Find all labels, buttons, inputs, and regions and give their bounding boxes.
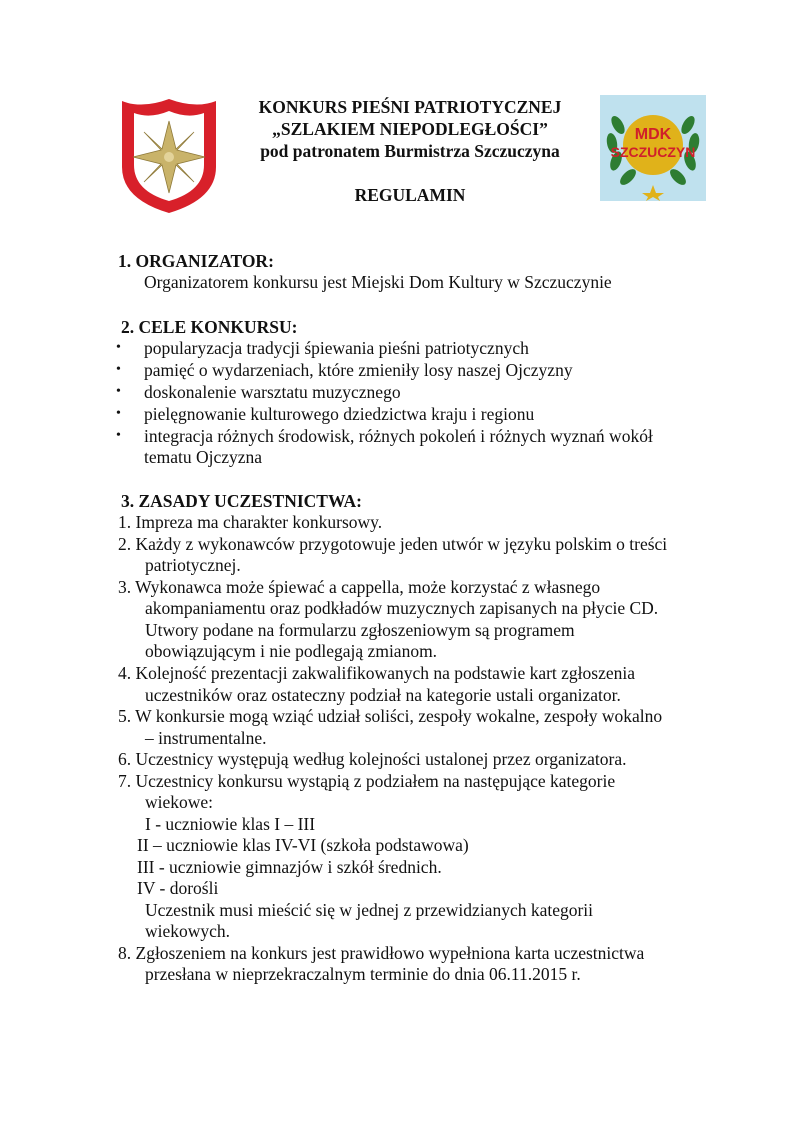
rule-line: – instrumentalne.	[145, 728, 267, 748]
section-goals-heading: 2. CELE KONKURSU:	[121, 317, 298, 337]
rule-line: Utwory podane na formularzu zgłoszeniowym są programem	[145, 620, 575, 640]
mdk-logo-text-bottom: SZCZUCZYN	[610, 144, 696, 160]
rule-line: obowiązującym i nie podlegają zmianom.	[145, 641, 438, 661]
section-organizer-text: Organizatorem konkursu jest Miejski Dom Kultury w Szczuczynie	[144, 272, 612, 292]
section-rules-heading: 3. ZASADY UCZESTNICTWA:	[121, 491, 362, 511]
rule-line: 4. Kolejność prezentacji zakwalifikowanych na podstawie kart zgłoszenia	[118, 663, 636, 683]
document-page: KONKURS PIEŚNI PATRIOTYCZNEJ „SZLAKIEM NIEPODLEGŁOŚCI” pod patronatem Burmistrza Szczuczyna REGULAMIN MDK SZCZUCZYN 1. ORGANIZATOR: Organizatorem konkursu jest Miejski Dom Kultury w Szczuczynie 2. CELE KONKURSU: • popularyzacja tradycji śpiewania pieśni patriotycznych • pamięć o wydarzeniach, które zmieniły losy naszej Ojczyzny • doskonalenie warsztatu muzycznego • pielęgnowanie kulturowego dziedzictwa kraju i regionu • integracja różnych środowisk, różnych pokoleń i różnych wyznań wokół tematu Ojczyzna 3. ZASADY UCZESTNICTWA: 1. Impreza ma charakter konkursowy. 2. Każdy z wykonawców przygotowuje jeden utwór w języku polskim o treści patriotycznej. 3. Wykonawca może śpiewać a cappella, może korzystać z własnego akompaniamentu oraz podkładów muzycznych zapisanych na płycie CD. Utwory podane na formularzu zgłoszeniowym są programem obowiązującym i nie podlegają zmianom. 4. Kolejność prezentacji zakwalifikowanych na podstawie kart zgłoszenia uczestników oraz ostateczny podział na kategorie ustali organizator. 5. W konkursie mogą wziąć udział soliści, zespoły wokalne, zespoły wokalno – instrumentalne. 6. Uczestnicy występują według kolejności ustalonej przez organizatora. 7. Uczestnicy konkursu wystąpią z podziałem na następujące kategorie wiekowe: I - uczniowie klas I – III II – uczniowie klas IV-VI (szkoła podstawowa) III - uczniowie gimnazjów i szkół średnich. IV - dorośli Uczestnik musi mieścić się w jednej z przewidzianych kategorii wiekowych. 8. Zgłoszeniem na konkurs jest prawidłowo wypełniona karta uczestnictwa przesłana w nieprzekraczalnym terminie do dnia 06.11.2015 r.	[0, 0, 800, 1131]
title-line-2: „SZLAKIEM NIEPODLEGŁOŚCI”	[272, 119, 548, 139]
bullet-icon: •	[116, 428, 121, 443]
contest-title	[230, 96, 590, 162]
rule-line: 1. Impreza ma charakter konkursowy.	[118, 512, 383, 532]
document-type-heading: REGULAMIN	[354, 185, 466, 205]
mdk-szczuczyn-logo	[600, 95, 706, 201]
szczuczyn-coat-of-arms-icon	[118, 95, 220, 215]
age-category: III - uczniowie gimnazjów i szkół średnich.	[137, 857, 442, 877]
rule-line: patriotycznej.	[145, 555, 241, 575]
rule-line: 5. W konkursie mogą wziąć udział soliści, zespoły wokalne, zespoły wokalno	[118, 706, 663, 726]
rule-line: wiekowe:	[145, 792, 214, 812]
rule-line: przesłana w nieprzekraczalnym terminie do dnia 06.11.2015 r.	[145, 964, 581, 984]
rule-line: 6. Uczestnicy występują według kolejności ustalonej przez organizatora.	[118, 749, 627, 769]
bullet-icon: •	[116, 406, 121, 421]
mdk-logo-text-top: MDK	[634, 126, 672, 143]
age-category: I - uczniowie klas I – III	[145, 814, 316, 834]
rule-line: wiekowych.	[145, 921, 231, 941]
list-item-continuation: tematu Ojczyzna	[144, 447, 263, 467]
rule-line: 3. Wykonawca może śpiewać a cappella, może korzystać z własnego	[118, 577, 601, 597]
title-line-3: pod patronatem Burmistrza Szczuczyna	[260, 141, 560, 161]
bullet-icon: •	[116, 362, 121, 377]
rule-line: 2. Każdy z wykonawców przygotowuje jeden utwór w języku polskim o treści	[118, 534, 668, 554]
rule-line: akompaniamentu oraz podkładów muzycznych zapisanych na płycie CD.	[145, 598, 659, 618]
title-line-1: KONKURS PIEŚNI PATRIOTYCZNEJ	[258, 97, 562, 117]
rule-line: 8. Zgłoszeniem na konkurs jest prawidłowo wypełniona karta uczestnictwa	[118, 943, 645, 963]
rule-line: Uczestnik musi mieścić się w jednej z przewidzianych kategorii	[145, 900, 594, 920]
bullet-icon: •	[116, 340, 121, 355]
rule-line: uczestników oraz ostateczny podział na kategorie ustali organizator.	[145, 685, 621, 705]
rule-line: 7. Uczestnicy konkursu wystąpią z podziałem na następujące kategorie	[118, 771, 616, 791]
section-organizer-heading: 1. ORGANIZATOR:	[118, 251, 274, 271]
age-category: II – uczniowie klas IV-VI (szkoła podstawowa)	[137, 835, 469, 855]
bullet-icon: •	[116, 384, 121, 399]
age-category: IV - dorośli	[137, 878, 219, 898]
